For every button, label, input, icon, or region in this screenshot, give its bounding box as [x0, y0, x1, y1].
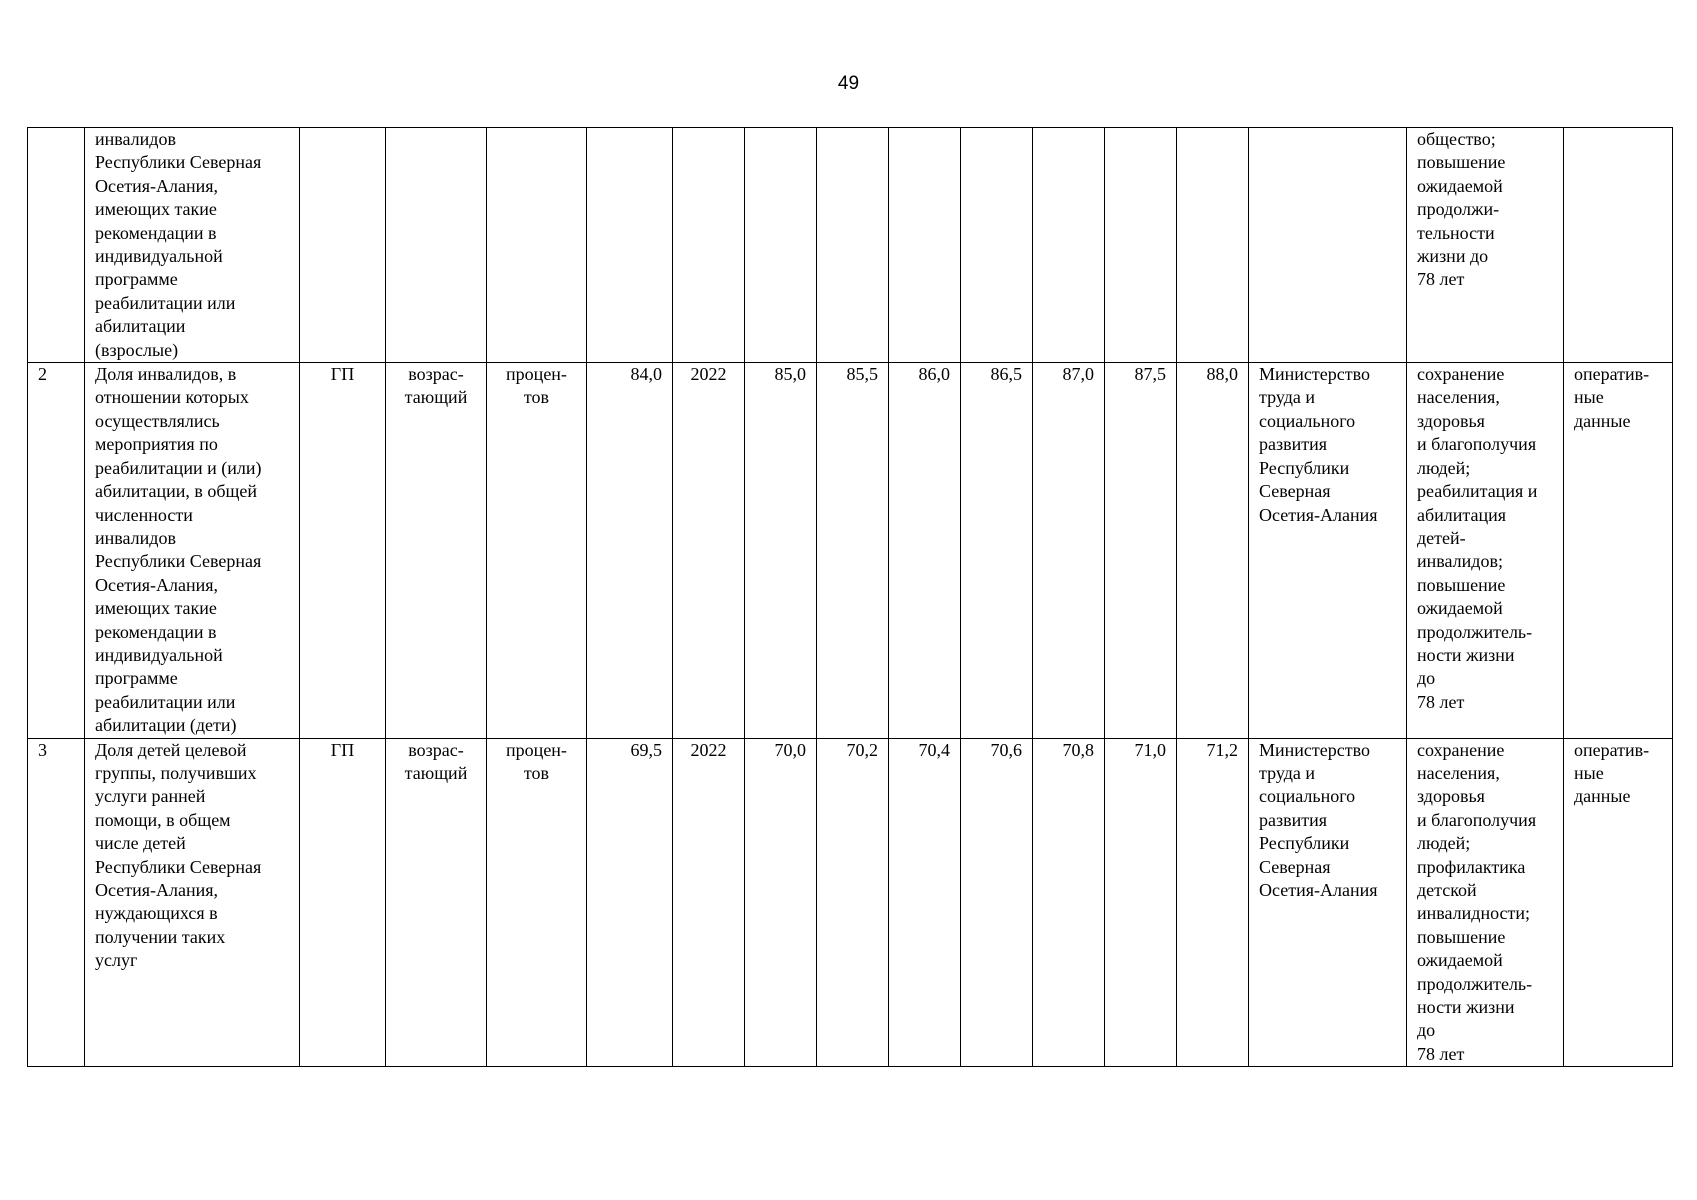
row-number-cell: 3 [28, 738, 85, 1067]
value-cell: 70,6 [961, 738, 1033, 1067]
indicator-name-cell: Доля детей целевой группы, получивших услуги ранней помощи, в общем числе детей Республики Северная Осетия-Алания, нуждающихся в получении таких услуг [85, 738, 300, 1067]
unit-cell: процен- тов [487, 363, 587, 739]
goals-cell: сохранение населения, здоровья и благополучия людей; профилактика детской инвалидности; повышение ожидаемой продолжитель- ности жизни до 78 лет [1407, 738, 1564, 1067]
table-row [28, 128, 1673, 363]
level-cell: ГП [300, 738, 386, 1067]
value-cell: 87,5 [1105, 363, 1177, 739]
value-cell [1033, 128, 1105, 363]
row-number-cell: 2 [28, 363, 85, 739]
value-cell: 70,8 [1033, 738, 1105, 1067]
value-cell: 71,2 [1177, 738, 1249, 1067]
table-row [28, 363, 1673, 739]
value-cell [1105, 128, 1177, 363]
trend-type-cell [386, 128, 487, 363]
base-value-cell: 69,5 [587, 738, 673, 1067]
value-cell [817, 128, 889, 363]
value-cell: 85,0 [745, 363, 817, 739]
indicator-name-cell: Доля инвалидов, в отношении которых осуществлялись мероприятия по реабилитации и (или) абилитации, в общей численности инвалидов Республики Северная Осетия-Алания, имеющих такие рекомендации в индивидуальной программе реабилитации или абилитации (дети) [85, 363, 300, 739]
source-cell: оператив- ные данные [1564, 738, 1673, 1067]
base-year-cell: 2022 [673, 738, 745, 1067]
value-cell [745, 128, 817, 363]
row-number-cell [28, 128, 85, 363]
value-cell [961, 128, 1033, 363]
value-cell: 87,0 [1033, 363, 1105, 739]
responsible-cell: Министерство труда и социального развития Республики Северная Осетия-Алания [1249, 363, 1407, 739]
table-row [28, 738, 1673, 1067]
unit-cell [487, 128, 587, 363]
level-cell [300, 128, 386, 363]
value-cell: 86,5 [961, 363, 1033, 739]
goals-cell: сохранение населения, здоровья и благополучия людей; реабилитация и абилитация детей- инвалидов; повышение ожидаемой продолжитель- ности жизни до 78 лет [1407, 363, 1564, 739]
base-value-cell: 84,0 [587, 363, 673, 739]
value-cell: 70,4 [889, 738, 961, 1067]
goals-cell: общество; повышение ожидаемой продолжи- тельности жизни до 78 лет [1407, 128, 1564, 363]
source-cell: оператив- ные данные [1564, 363, 1673, 739]
value-cell [889, 128, 961, 363]
trend-type-cell: возрас- тающий [386, 363, 487, 739]
level-cell: ГП [300, 363, 386, 739]
trend-type-cell: возрас- тающий [386, 738, 487, 1067]
value-cell: 88,0 [1177, 363, 1249, 739]
value-cell: 70,0 [745, 738, 817, 1067]
responsible-cell [1249, 128, 1407, 363]
value-cell: 71,0 [1105, 738, 1177, 1067]
responsible-cell: Министерство труда и социального развития Республики Северная Осетия-Алания [1249, 738, 1407, 1067]
indicators-table [27, 127, 1673, 1067]
indicator-name-cell: инвалидов Республики Северная Осетия-Алания, имеющих такие рекомендации в индивидуальной программе реабилитации или абилитации (взрослые) [85, 128, 300, 363]
base-year-cell: 2022 [673, 363, 745, 739]
base-value-cell [587, 128, 673, 363]
value-cell: 70,2 [817, 738, 889, 1067]
base-year-cell [673, 128, 745, 363]
page-number: 49 [837, 73, 860, 94]
value-cell: 86,0 [889, 363, 961, 739]
value-cell: 85,5 [817, 363, 889, 739]
unit-cell: процен- тов [487, 738, 587, 1067]
value-cell [1177, 128, 1249, 363]
source-cell [1564, 128, 1673, 363]
